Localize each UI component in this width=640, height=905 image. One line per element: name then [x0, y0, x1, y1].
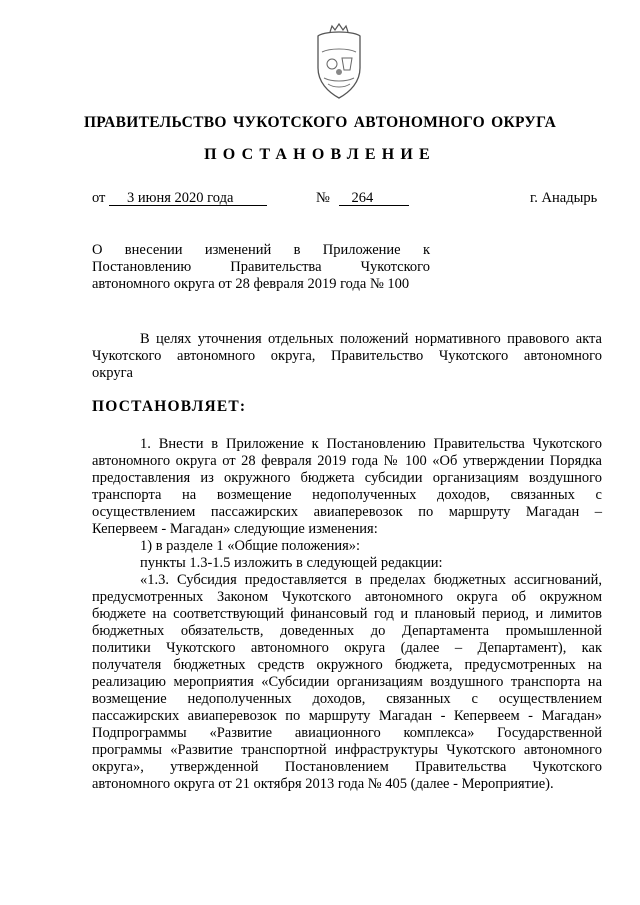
- preamble-line: В целях уточнения отдельных положений нормативного правового акта: [140, 331, 602, 347]
- quote-line: Подпрограммы «Развитие авиационного комплекса» Государственной: [92, 725, 602, 741]
- document-type-title: ПОСТАНОВЛЕНИЕ: [204, 146, 436, 163]
- quote-line: автономного округа от 21 октября 2013 года № 405 (далее - Мероприятие).: [92, 776, 554, 792]
- quote-line: предусмотренных Законом Чукотского автономного округа об окружном: [92, 589, 602, 605]
- quote-line: возмещение недополученных доходов, связанных с осуществлением: [92, 691, 602, 707]
- place: г. Анадырь: [530, 190, 598, 206]
- quote-line: бюджете на соответствующий финансовый год и плановый период, и лимитов: [92, 606, 602, 622]
- quote-line: реализацию мероприятия «Субсидии организациям воздушного транспорта на: [92, 674, 602, 690]
- quote-line: получателя бюджетных средств окружного бюджета, предусмотренных на: [92, 657, 602, 673]
- subject-line: О внесении изменений в Приложение к: [92, 242, 430, 258]
- item1-line: 1. Внести в Приложение к Постановлению Правительства Чукотского: [140, 436, 602, 452]
- preamble-line: Чукотского автономного округа, Правительство Чукотского автономного: [92, 348, 602, 364]
- subitem-line: 1) в разделе 1 «Общие положения»:: [140, 538, 361, 554]
- item1-line: транспорта на возмещение недополученных доходов, связанных с: [92, 487, 602, 503]
- subitem-line: пункты 1.3-1.5 изложить в следующей редакции:: [140, 555, 443, 571]
- organization-title: ПРАВИТЕЛЬСТВО ЧУКОТСКОГО АВТОНОМНОГО ОКРУГА: [83, 114, 557, 131]
- document-subject: [92, 242, 430, 293]
- body-text: [92, 436, 602, 793]
- date-field: [92, 190, 267, 207]
- quote-line: пассажирских авиаперевозок по маршруту Магадан - Кепервеем - Магадан»: [92, 708, 602, 724]
- quote-line: «1.3. Субсидия предоставляется в пределах бюджетных ассигнований,: [140, 572, 602, 588]
- item1-line: осуществлением пассажирских авиаперевозок по маршруту Магадан –: [92, 504, 602, 520]
- date-value: 3 июня 2020 года: [109, 191, 267, 206]
- number-value: 264: [339, 191, 409, 206]
- item1-line: предоставления из окружного бюджета субсидии организациям воздушного: [92, 470, 602, 486]
- date-prefix: от: [92, 190, 106, 206]
- number-prefix: №: [316, 190, 330, 206]
- number-field: [316, 190, 409, 207]
- item1-line: автономного округа от 28 февраля 2019 года № 100 «Об утверждении Порядка: [92, 453, 602, 469]
- subject-line: Постановлению Правительства Чукотского: [92, 259, 430, 275]
- preamble-line: округа: [92, 365, 133, 381]
- quote-line: округа», утвержденной Постановлением Правительства Чукотского: [92, 759, 602, 775]
- subject-line: автономного округа от 28 февраля 2019 года № 100: [92, 276, 410, 292]
- quote-line: бюджетных обязательств, доведенных до Департамента промышленной: [92, 623, 602, 639]
- preamble: [92, 331, 602, 382]
- decree-heading: ПОСТАНОВЛЯЕТ:: [92, 398, 247, 415]
- quote-line: программы «Развитие транспортной инфраструктуры Чукотского автономного: [92, 742, 602, 758]
- quote-line: политики Чукотского автономного округа (далее – Департамент), как: [92, 640, 602, 656]
- item1-line: Кепервеем - Магадан» следующие изменения:: [92, 521, 378, 537]
- coat-of-arms-emblem: [308, 22, 370, 106]
